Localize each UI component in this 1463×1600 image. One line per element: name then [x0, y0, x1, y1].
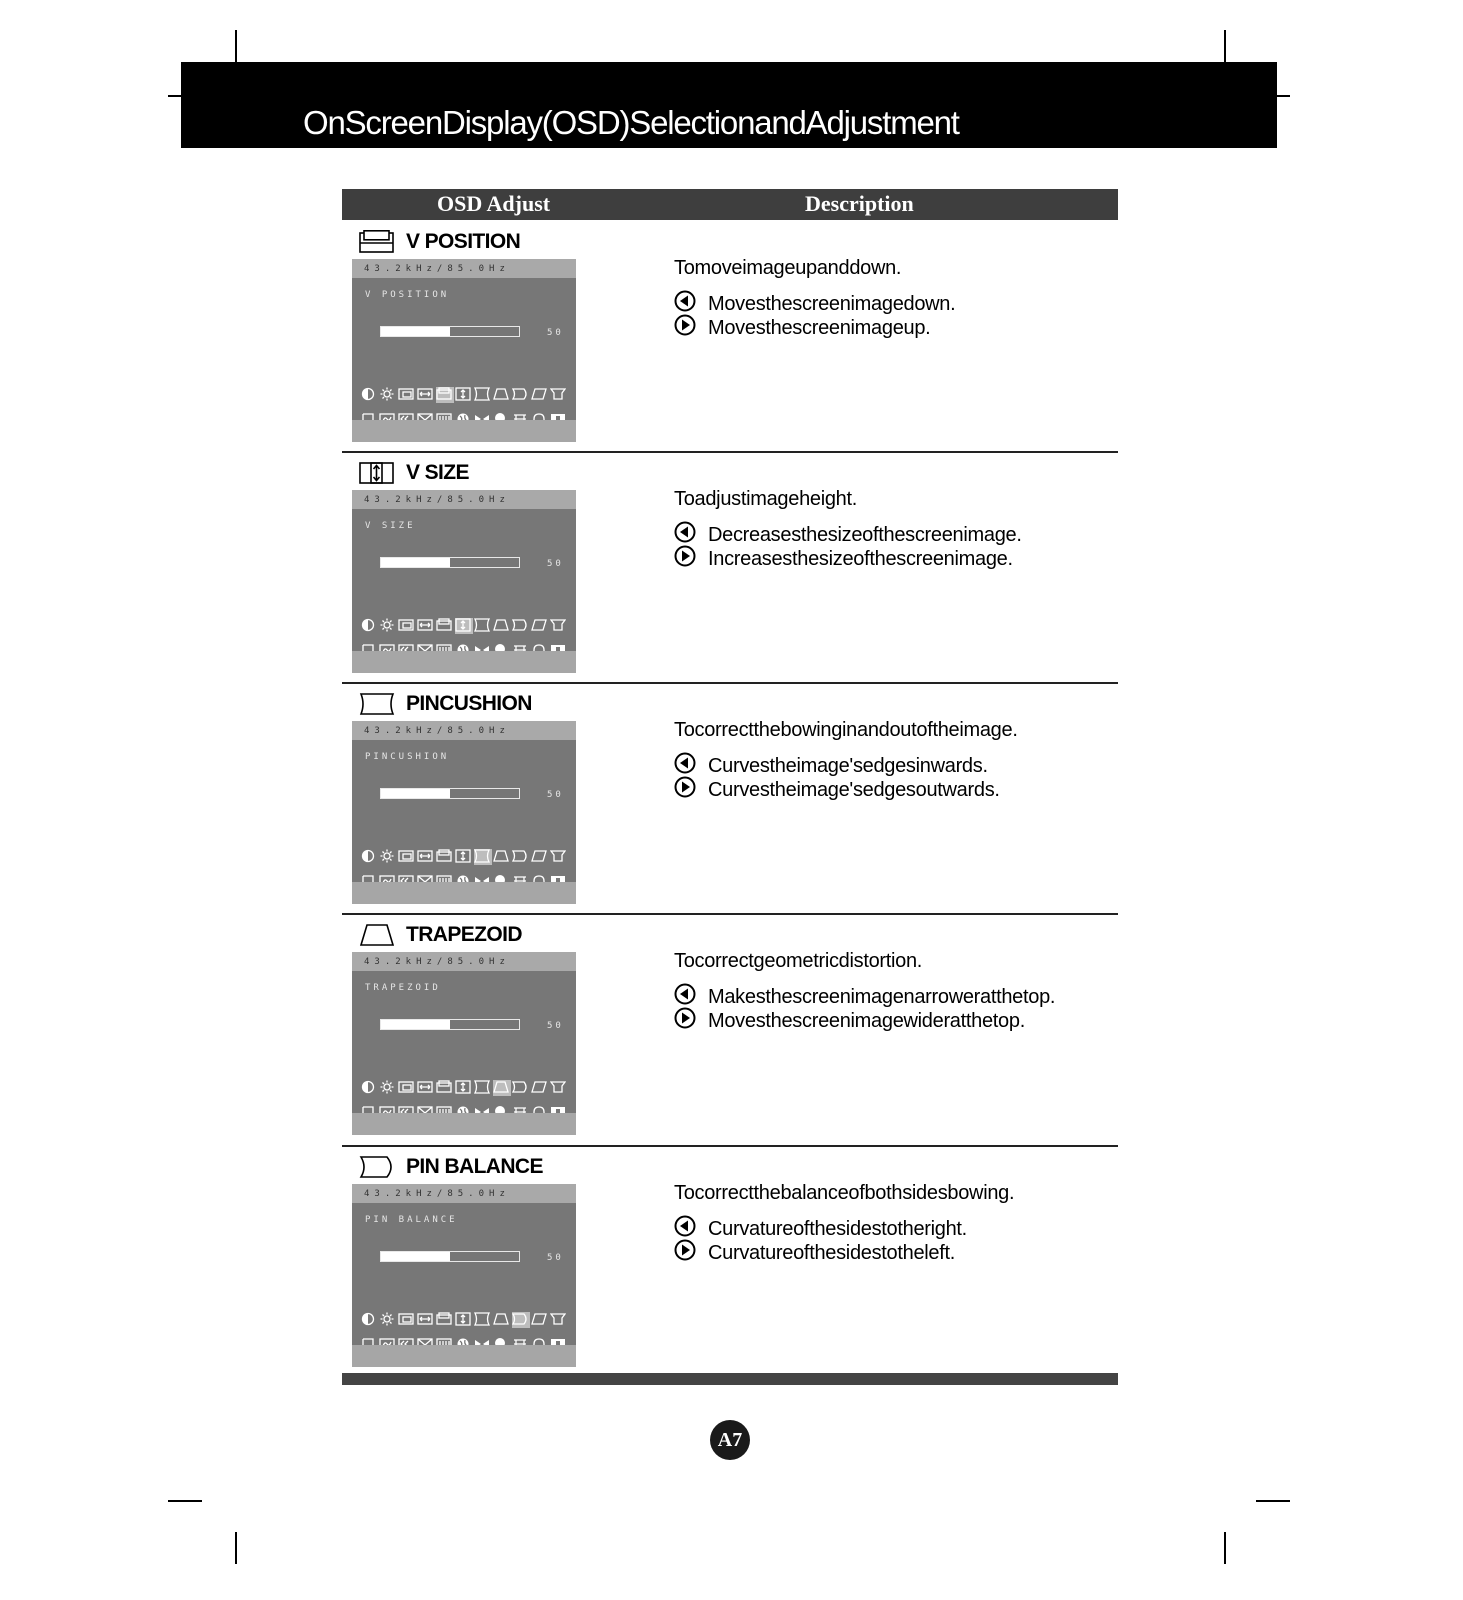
right-arrow-button-icon	[674, 1007, 708, 1035]
osd-menu-icon	[474, 1080, 492, 1096]
osd-value: 50	[547, 1021, 564, 1031]
osd-value: 50	[547, 328, 564, 338]
right-button-description	[674, 1239, 955, 1267]
osd-menu-icon	[474, 387, 492, 403]
left-description-text: Curvatureofthesidestotheright.	[708, 1217, 967, 1240]
osd-menu-icon	[474, 618, 492, 634]
osd-menu-icon	[531, 1080, 549, 1096]
osd-label: TRAPEZOID	[365, 983, 441, 993]
description-intro: Toadjustimageheight.	[674, 488, 858, 510]
osd-menu-icon	[398, 618, 416, 634]
osd-menu-icon	[493, 1080, 511, 1096]
left-description-text: Decreasesthesizeofthescreenimage.	[708, 523, 1022, 546]
osd-slider	[380, 1251, 520, 1262]
osd-panel	[352, 1203, 576, 1345]
osd-label: V SIZE	[365, 521, 416, 531]
osd-menu-icon	[360, 1080, 378, 1096]
osd-panel	[352, 278, 576, 420]
osd-icon-row	[360, 1080, 570, 1098]
item-title: V POSITION	[406, 230, 521, 253]
osd-menu-icon	[436, 387, 454, 403]
osd-value: 50	[547, 790, 564, 800]
osd-panel	[352, 740, 576, 882]
crop-mark	[235, 30, 237, 62]
osd-menu-icon	[398, 1312, 416, 1328]
osd-icon-row	[360, 618, 570, 636]
osd-value: 50	[547, 559, 564, 569]
osd-menu-icon	[512, 618, 530, 634]
header-bar	[181, 62, 1277, 148]
osd-value: 50	[547, 1253, 564, 1263]
osd-menu-icon	[417, 618, 435, 634]
osd-menu-icon	[379, 1080, 397, 1096]
osd-screenshot	[352, 1184, 576, 1367]
osd-footer	[352, 651, 576, 673]
osd-menu-icon	[531, 849, 549, 865]
column-header-description: Description	[805, 191, 914, 216]
item-title: PINCUSHION	[406, 692, 532, 715]
osd-menu-icon	[474, 1312, 492, 1328]
left-description-text: Movesthescreenimagedown.	[708, 292, 956, 315]
osd-screenshot	[352, 952, 576, 1135]
osd-menu-icon	[550, 618, 568, 634]
osd-menu-icon	[455, 1312, 473, 1328]
osd-menu-icon	[531, 618, 549, 634]
crop-mark	[1224, 1532, 1226, 1564]
item-title: TRAPEZOID	[406, 923, 522, 946]
right-button-description	[674, 776, 1000, 804]
right-description-text: Curvestheimage'sedgesoutwards.	[708, 778, 1000, 801]
v-position-icon	[359, 230, 395, 254]
trapezoid-icon	[359, 923, 395, 947]
osd-menu-icon	[379, 387, 397, 403]
osd-icon-row	[360, 1312, 570, 1330]
v-size-icon	[359, 461, 395, 485]
description-intro: Tocorrectgeometricdistortion.	[674, 950, 923, 972]
osd-menu-icon	[436, 849, 454, 865]
column-header-osd-adjust: OSD Adjust	[437, 191, 551, 216]
osd-menu-icon	[455, 387, 473, 403]
osd-frequency: 43.2kHz/85.0Hz	[352, 1184, 576, 1203]
osd-menu-icon	[379, 618, 397, 634]
osd-menu-icon	[531, 1312, 549, 1328]
osd-frequency: 43.2kHz/85.0Hz	[352, 259, 576, 278]
osd-item-row	[342, 684, 1118, 915]
crop-mark	[168, 95, 182, 97]
crop-mark	[1276, 95, 1290, 97]
right-description-text: Movesthescreenimagewideratthetop.	[708, 1009, 1025, 1032]
osd-menu-icon	[512, 1312, 530, 1328]
osd-icon-row	[360, 387, 570, 405]
osd-menu-icon	[512, 849, 530, 865]
right-description-text: Curvatureofthesidestotheleft.	[708, 1241, 956, 1264]
table-header	[342, 189, 1118, 220]
osd-menu-icon	[512, 1080, 530, 1096]
osd-slider	[380, 557, 520, 568]
osd-menu-icon	[436, 1312, 454, 1328]
right-button-description	[674, 1007, 1025, 1035]
osd-screenshot	[352, 721, 576, 904]
right-arrow-button-icon	[674, 545, 708, 573]
item-title: PIN BALANCE	[406, 1155, 543, 1178]
right-description-text: Movesthescreenimageup.	[708, 316, 931, 339]
crop-mark	[168, 1500, 202, 1502]
osd-menu-icon	[360, 849, 378, 865]
osd-menu-icon	[360, 618, 378, 634]
crop-mark	[1256, 1500, 1290, 1502]
right-button-description	[674, 314, 930, 342]
osd-menu-icon	[493, 387, 511, 403]
crop-mark	[235, 1532, 237, 1564]
osd-menu-icon	[417, 849, 435, 865]
osd-menu-icon	[493, 618, 511, 634]
osd-footer	[352, 882, 576, 904]
osd-slider-fill	[381, 327, 450, 336]
right-arrow-button-icon	[674, 1239, 708, 1267]
osd-menu-icon	[436, 618, 454, 634]
osd-menu-icon	[417, 1312, 435, 1328]
osd-menu-icon	[512, 387, 530, 403]
right-description-text: Increasesthesizeofthescreenimage.	[708, 547, 1013, 570]
page-number-badge: A7	[710, 1420, 750, 1460]
left-description-text: Curvestheimage'sedgesinwards.	[708, 754, 988, 777]
osd-footer	[352, 1113, 576, 1135]
osd-label: V POSITION	[365, 290, 450, 300]
osd-menu-icon	[531, 387, 549, 403]
right-button-description	[674, 545, 1013, 573]
osd-menu-icon	[455, 849, 473, 865]
description-intro: Tomoveimageupanddown.	[674, 257, 902, 279]
osd-panel	[352, 971, 576, 1113]
osd-slider	[380, 326, 520, 337]
osd-slider-fill	[381, 789, 450, 798]
osd-label: PIN BALANCE	[365, 1215, 458, 1225]
osd-menu-icon	[360, 1312, 378, 1328]
osd-screenshot	[352, 259, 576, 442]
osd-footer	[352, 420, 576, 442]
osd-menu-icon	[550, 1312, 568, 1328]
osd-menu-icon	[550, 1080, 568, 1096]
description-intro: Tocorrectthebowinginandoutoftheimage.	[674, 719, 1018, 741]
right-arrow-button-icon	[674, 776, 708, 804]
osd-slider-fill	[381, 1252, 450, 1261]
description-intro: Tocorrectthebalanceofbothsidesbowing.	[674, 1182, 1015, 1204]
osd-item-row	[342, 453, 1118, 684]
osd-label: PINCUSHION	[365, 752, 450, 762]
osd-menu-icon	[455, 1080, 473, 1096]
osd-slider	[380, 1019, 520, 1030]
osd-frequency: 43.2kHz/85.0Hz	[352, 721, 576, 740]
osd-menu-icon	[379, 1312, 397, 1328]
osd-menu-icon	[455, 618, 473, 634]
osd-menu-icon	[550, 387, 568, 403]
osd-menu-icon	[398, 849, 416, 865]
osd-panel	[352, 509, 576, 651]
osd-menu-icon	[417, 1080, 435, 1096]
osd-menu-icon	[550, 849, 568, 865]
pin-balance-icon	[359, 1155, 395, 1179]
item-title: V SIZE	[406, 461, 469, 484]
osd-item-row	[342, 222, 1118, 453]
osd-slider	[380, 788, 520, 799]
osd-menu-icon	[398, 1080, 416, 1096]
osd-menu-icon	[360, 387, 378, 403]
osd-screenshot	[352, 490, 576, 673]
pincushion-icon	[359, 692, 395, 716]
right-arrow-button-icon	[674, 314, 708, 342]
osd-menu-icon	[436, 1080, 454, 1096]
osd-icon-row	[360, 849, 570, 867]
osd-menu-icon	[398, 387, 416, 403]
page-title: OnScreenDisplay(OSD)SelectionandAdjustment	[303, 104, 959, 141]
osd-menu-icon	[474, 849, 492, 865]
left-description-text: Makesthescreenimagenarroweratthetop.	[708, 985, 1056, 1008]
osd-menu-icon	[379, 849, 397, 865]
osd-frequency: 43.2kHz/85.0Hz	[352, 490, 576, 509]
osd-slider-fill	[381, 1020, 450, 1029]
osd-menu-icon	[493, 1312, 511, 1328]
crop-mark	[1224, 30, 1226, 62]
osd-slider-fill	[381, 558, 450, 567]
table-bottom-bar	[342, 1373, 1118, 1385]
osd-item-row	[342, 1147, 1118, 1371]
osd-item-row	[342, 915, 1118, 1147]
osd-footer	[352, 1345, 576, 1367]
osd-menu-icon	[417, 387, 435, 403]
osd-menu-icon	[493, 849, 511, 865]
osd-frequency: 43.2kHz/85.0Hz	[352, 952, 576, 971]
